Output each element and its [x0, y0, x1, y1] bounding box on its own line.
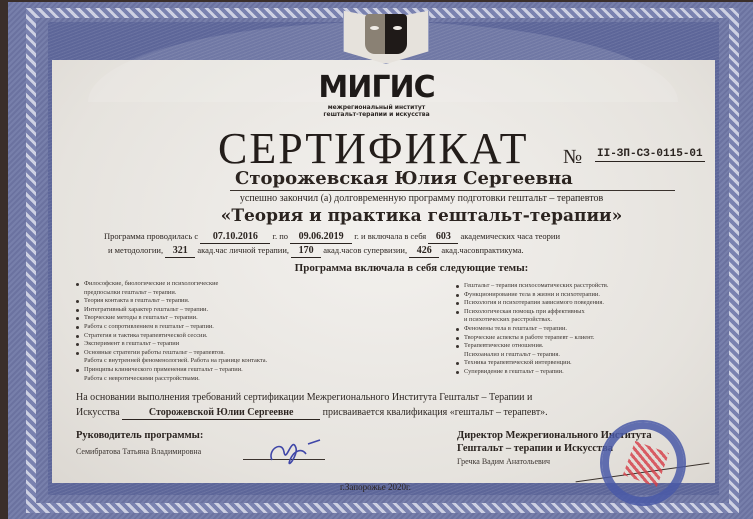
program-head-title: Руководитель программы:: [76, 430, 204, 441]
topic-item: [454, 368, 704, 377]
supervision-hours: 170: [291, 245, 321, 258]
program-details-line2: [108, 244, 524, 258]
end-date: 09.06.2019: [290, 231, 352, 244]
topic-text: Функционирование тела в жизни и психотерапии.: [464, 290, 600, 298]
topic-text: Стратегия и тактика терапевтической сессии.: [84, 331, 208, 339]
certificate-number-label: №: [563, 146, 583, 168]
signature-scribble-icon: [262, 430, 322, 472]
topic-item: [454, 308, 704, 325]
topic-text: Эксперимент в гештальт – терапии: [84, 340, 180, 348]
topic-item: [74, 323, 394, 332]
topic-item: [74, 349, 394, 366]
practicum-hours: 426: [409, 245, 439, 258]
topic-text: Работа с внутренней феноменологией. Работа на границе контакта.: [84, 357, 268, 365]
city-year: г.Запорожье 2020г.: [340, 482, 411, 492]
topic-item: [74, 280, 394, 297]
topic-text: Психологическая помощь при аффективных: [464, 307, 585, 315]
topic-item: [74, 332, 394, 341]
details-text: и методологии,: [108, 245, 164, 255]
completed-statement: успешно закончил (а) долговременную программу подготовки гештальт – терапевтов: [239, 193, 604, 204]
details-text: Программа проводилась с: [104, 231, 199, 241]
topic-item: [74, 366, 394, 383]
topic-text: Феномены тела в гештальт – терапии.: [464, 324, 567, 332]
eye-icon: [370, 26, 379, 30]
topic-text: Теория контакта в гештальт – терапии.: [84, 297, 190, 305]
program-title: «Теория и практика гештальт-терапии»: [220, 206, 623, 226]
start-date: 07.10.2016: [200, 231, 270, 244]
details-text: акад.часов супервизии,: [323, 245, 408, 255]
topic-item: [74, 314, 394, 323]
topic-text: Интегративный характер гештальт – терапии.: [84, 305, 209, 313]
topic-item: [454, 342, 704, 359]
topic-text: Психоанализ и гештальт – терапия.: [464, 350, 560, 358]
topic-text: и психотических расстройствах.: [464, 316, 552, 324]
details-text: академических часа теории: [460, 231, 561, 241]
certificate-number: II-ЗП-СЗ-0115-01: [597, 148, 703, 160]
recipient-name-dative: Сторожевской Юлии Сергеевне: [122, 406, 320, 420]
details-text: акад.час личной терапии,: [197, 245, 290, 255]
topic-item: [454, 291, 704, 300]
certificate-title: СЕРТИФИКАТ: [218, 124, 529, 173]
topic-item: [454, 334, 704, 343]
director-title-line1: Директор Межрегионального Института: [457, 430, 652, 441]
logo-subtitle-line1: межрегиональный институт: [327, 104, 426, 111]
program-details-line1: [104, 230, 560, 244]
topic-text: Психология и психотерапия зависимого поведения.: [464, 299, 604, 307]
face-left-icon: [365, 14, 385, 54]
recipient-underline: [230, 190, 675, 191]
details-text: г. по: [272, 231, 289, 241]
topic-item: [74, 297, 394, 306]
qualification-text: Искусства: [76, 407, 120, 418]
director-name: Гречка Вадим Анатольевич: [457, 457, 551, 466]
topic-text: Творческие методы в гештальт – терапии.: [84, 314, 198, 322]
qualification-basis-line1: На основании выполнения требований сертификации Межрегионального Института Гештальт – Терапии и: [76, 392, 533, 403]
therapy-hours: 321: [165, 245, 195, 258]
topic-text: Принципы клинического применения гештальт – терапии.: [84, 365, 243, 373]
logo-subtitle-line2: гештальт-терапии и искусства: [323, 111, 430, 118]
eye-icon: [393, 26, 402, 30]
qualification-basis-line2: [76, 406, 548, 420]
logo-wordmark: МИГИС: [318, 70, 435, 105]
topic-text: Работа с невротическими расстройствами.: [84, 374, 200, 382]
topic-text: предпосылки гештальт – терапии.: [84, 288, 177, 296]
topic-text: Супервидение в гештальт – терапии.: [464, 367, 564, 375]
topics-heading: Программа включала в себя следующие темы:: [294, 262, 529, 274]
topic-item: [74, 340, 394, 349]
topic-item: [454, 359, 704, 368]
topics-list-right: [454, 282, 704, 377]
topic-text: Терапевтические отношения.: [464, 342, 544, 350]
topic-item: [454, 282, 704, 291]
details-text: акад.часовпрактикума.: [441, 245, 524, 255]
topic-text: Работа с сопротивлением в гештальт – терапии.: [84, 322, 214, 330]
face-right-icon: [385, 14, 407, 54]
director-title-line2: Гештальт – терапии и Искусства: [457, 443, 614, 454]
topic-text: Творческие аспекты в работе терапевт – клиент.: [464, 333, 595, 341]
topic-item: [454, 299, 704, 308]
topics-list-left: [74, 280, 394, 383]
topic-text: Гештальт – терапия психосоматических расстройств.: [464, 282, 609, 289]
program-head-name: Семибратова Татьяна Владимировна: [76, 447, 202, 456]
recipient-name: Сторожевская Юлия Сергеевна: [235, 168, 573, 189]
details-text: г. и включала в себя: [354, 231, 427, 241]
qualification-text: присваивается квалификация «гештальт – терапевт».: [322, 407, 548, 418]
topic-item: [74, 306, 394, 315]
theory-hours: 603: [428, 231, 458, 244]
topic-text: Философские, биологические и психологические: [84, 280, 219, 287]
topic-item: [454, 325, 704, 334]
topic-text: Основные стратегии работы гештальт – терапевтов.: [84, 348, 225, 356]
topic-text: Техника терапевтической интервенции.: [464, 359, 572, 367]
